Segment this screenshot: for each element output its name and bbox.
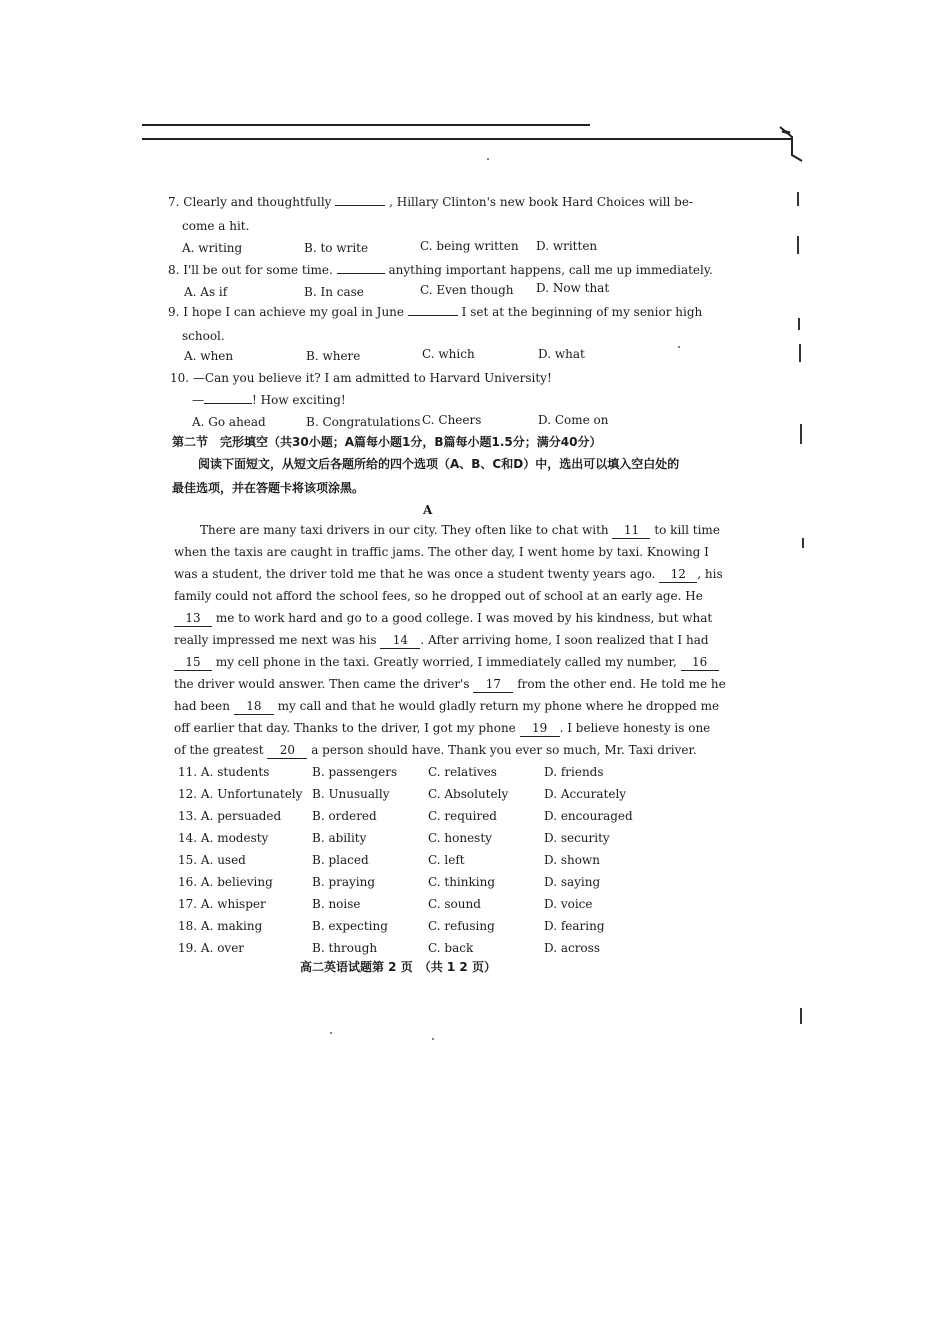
section-title: 第二节 完形填空（共30小题；A篇每小题1分，B篇每小题1.5分；满分40分） xyxy=(172,435,602,449)
scan-edge-mark xyxy=(797,192,799,206)
answer-blank xyxy=(337,273,385,274)
question-8-line-1 xyxy=(168,262,713,278)
question-7-stem: 7. Clearly and thoughtfully xyxy=(168,195,332,209)
choice-18-b: B. expecting xyxy=(312,919,388,933)
choice-19-d: D. across xyxy=(544,941,600,955)
choice-19-a: 19. A. over xyxy=(178,941,245,955)
scan-edge-mark xyxy=(798,318,800,330)
page-footer: 高二英语试题第 2 页 （共 1 2 页） xyxy=(300,960,496,974)
question-10-stem: ! How exciting! xyxy=(252,393,346,407)
choice-18-d: D. fearing xyxy=(544,919,605,933)
question-9-stem: I set at the beginning of my senior high xyxy=(461,305,703,319)
choice-13-d: D. encouraged xyxy=(544,809,633,823)
passage-text: a person should have. Thank you ever so much, Mr. Taxi driver. xyxy=(311,743,697,757)
choice-16-b: B. praying xyxy=(312,875,376,889)
scan-speck xyxy=(487,158,489,160)
passage-text: had been xyxy=(174,699,230,713)
passage-line xyxy=(174,566,723,583)
choice-11-a: 11. A. students xyxy=(178,765,270,779)
question-8-option-b: B. In case xyxy=(304,285,364,299)
passage-line xyxy=(174,720,710,737)
scan-speck xyxy=(432,1038,434,1040)
passage-text: my cell phone in the taxi. Greatly worried, I immediately called my number, xyxy=(215,655,677,669)
question-7-option-d: D. written xyxy=(536,239,598,253)
question-8-option-a: A. As if xyxy=(184,285,228,299)
passage-line: family could not afford the school fees, so he dropped out of school at an early age. He xyxy=(174,589,703,603)
passage-text: really impressed me next was his xyxy=(174,633,377,647)
section-instructions-1: 阅读下面短文，从短文后各题所给的四个选项（A、B、C和D）中，选出可以填入空白处的 xyxy=(198,457,680,471)
choice-16-d: D. saying xyxy=(544,875,601,889)
choice-15-d: D. shown xyxy=(544,853,600,867)
choice-13-b: B. ordered xyxy=(312,809,377,823)
choice-12-b: B. Unusually xyxy=(312,787,390,801)
choice-11-d: D. friends xyxy=(544,765,604,779)
question-10-option-b: B. Congratulations xyxy=(306,415,421,429)
question-7-option-c: C. being written xyxy=(420,239,519,253)
choice-17-a: 17. A. whisper xyxy=(178,897,266,911)
section-instructions-2: 最佳选项，并在答题卡将该项涂黑。 xyxy=(172,481,365,495)
question-10-option-a: A. Go ahead xyxy=(192,415,266,429)
choice-14-d: D. security xyxy=(544,831,610,845)
cloze-blank-12: 12 xyxy=(659,566,697,583)
question-10-line-1: 10. —Can you believe it? I am admitted to Harvard University! xyxy=(170,371,552,385)
choice-19-c: C. back xyxy=(428,941,474,955)
scan-speck xyxy=(678,346,680,348)
question-7-line-2: come a hit. xyxy=(182,219,250,233)
choice-11-c: C. relatives xyxy=(428,765,497,779)
choice-13-c: C. required xyxy=(428,809,497,823)
choice-12-d: D. Accurately xyxy=(544,787,627,801)
question-9-option-b: B. where xyxy=(306,349,361,363)
question-8-option-d: D. Now that xyxy=(536,281,610,295)
choice-17-b: B. noise xyxy=(312,897,361,911)
answer-blank xyxy=(408,315,458,316)
passage-text: to kill time xyxy=(654,523,720,537)
choice-17-c: C. sound xyxy=(428,897,481,911)
question-7-line-1 xyxy=(168,194,693,210)
question-8-stem: 8. I'll be out for some time. xyxy=(168,263,333,277)
passage-text: me to work hard and go to a good college. I was moved by his kindness, but what xyxy=(215,611,713,625)
passage-part-label: A xyxy=(423,503,433,517)
choice-15-b: B. placed xyxy=(312,853,369,867)
header-rule-long xyxy=(142,138,792,140)
question-9-stem: 9. I hope I can achieve my goal in June xyxy=(168,305,405,319)
question-10-option-d: D. Come on xyxy=(538,413,609,427)
choice-14-c: C. honesty xyxy=(428,831,492,845)
choice-14-b: B. ability xyxy=(312,831,367,845)
cloze-blank-19: 19 xyxy=(520,720,560,737)
choice-19-b: B. through xyxy=(312,941,378,955)
passage-text: , his xyxy=(697,567,723,581)
passage-line: when the taxis are caught in traffic jams. The other day, I went home by taxi. Knowing I xyxy=(174,545,709,559)
passage-text: . I believe honesty is one xyxy=(559,721,711,735)
cloze-blank-14: 14 xyxy=(380,632,420,649)
passage-text: the driver would answer. Then came the driver's xyxy=(174,677,470,691)
question-9-option-a: A. when xyxy=(184,349,234,363)
choice-13-a: 13. A. persuaded xyxy=(178,809,282,823)
passage-line xyxy=(174,610,712,627)
choice-11-b: B. passengers xyxy=(312,765,398,779)
cloze-blank-11: 11 xyxy=(612,522,650,539)
choice-15-c: C. left xyxy=(428,853,465,867)
passage-text: my call and that he would gladly return my phone where he dropped me xyxy=(277,699,720,713)
choice-15-a: 15. A. used xyxy=(178,853,246,867)
choice-18-a: 18. A. making xyxy=(178,919,263,933)
passage-line xyxy=(174,698,719,715)
passage-text: was a student, the driver told me that he was once a student twenty years ago. xyxy=(174,567,656,581)
passage-line xyxy=(174,632,709,649)
passage-text: off earlier that day. Thanks to the driver, I got my phone xyxy=(174,721,516,735)
question-9-option-d: D. what xyxy=(538,347,585,361)
question-7-option-b: B. to write xyxy=(304,241,369,255)
scan-speck xyxy=(330,1032,332,1034)
passage-text: of the greatest xyxy=(174,743,264,757)
header-rule xyxy=(142,124,590,126)
choice-18-c: C. refusing xyxy=(428,919,495,933)
cloze-blank-18: 18 xyxy=(234,698,274,715)
question-8-stem: anything important happens, call me up immediately. xyxy=(388,263,713,277)
question-9-option-c: C. which xyxy=(422,347,475,361)
choice-16-a: 16. A. believing xyxy=(178,875,273,889)
question-9-line-1 xyxy=(168,304,702,320)
scan-edge-mark xyxy=(797,236,799,254)
question-9-line-2: school. xyxy=(182,329,225,343)
scan-edge-mark xyxy=(800,1008,802,1024)
scan-edge-mark xyxy=(799,344,801,362)
corner-crop-mark xyxy=(778,125,804,165)
passage-text: from the other end. He told me he xyxy=(517,677,726,691)
question-10-line-2 xyxy=(192,392,346,408)
passage-line xyxy=(174,742,697,759)
passage-line xyxy=(174,654,719,671)
scan-edge-mark xyxy=(800,424,802,444)
choice-16-c: C. thinking xyxy=(428,875,496,889)
passage-text: . After arriving home, I soon realized that I had xyxy=(420,633,709,647)
cloze-blank-20: 20 xyxy=(267,742,307,759)
passage-line xyxy=(174,676,726,693)
passage-line xyxy=(200,522,720,539)
answer-blank xyxy=(204,403,252,404)
choice-14-a: 14. A. modesty xyxy=(178,831,269,845)
question-7-option-a: A. writing xyxy=(182,241,243,255)
answer-blank xyxy=(335,205,385,206)
question-8-option-c: C. Even though xyxy=(420,283,514,297)
passage-text: There are many taxi drivers in our city. They often like to chat with xyxy=(200,523,609,537)
cloze-blank-16: 16 xyxy=(681,654,719,671)
question-10-dash: — xyxy=(192,393,204,407)
scan-edge-mark xyxy=(802,538,804,548)
cloze-blank-15: 15 xyxy=(174,654,212,671)
cloze-blank-17: 17 xyxy=(473,676,513,693)
question-7-stem: , Hillary Clinton's new book Hard Choices will be- xyxy=(389,195,694,209)
question-10-option-c: C. Cheers xyxy=(422,413,482,427)
choice-17-d: D. voice xyxy=(544,897,593,911)
choice-12-c: C. Absolutely xyxy=(428,787,509,801)
choice-12-a: 12. A. Unfortunately xyxy=(178,787,303,801)
cloze-blank-13: 13 xyxy=(174,610,212,627)
